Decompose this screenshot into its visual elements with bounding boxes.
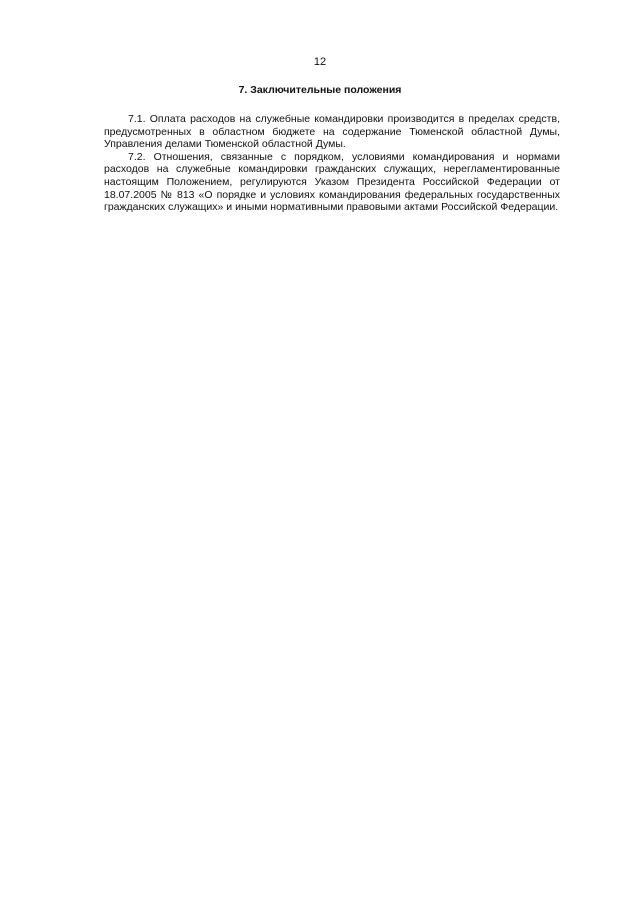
section-title: 7. Заключительные положения <box>238 84 402 96</box>
page-number: 12 <box>313 56 327 68</box>
paragraph-7-1: 7.1. Оплата расходов на служебные командировки производится в пределах средств, предусмотренных в областном бюджете на содержание Тюменской областной Думы, Управления делами Тюменской областной Думы. <box>104 113 560 151</box>
paragraph-7-2: 7.2. Отношения, связанные с порядком, условиями командирования и нормами расходов на служебные командировки гражданских служащих, нерегламентированные настоящим Положением, регулируются Указом Президента Российской Федерации от 18.07.2005 № 813 «О порядке и условиях командирования федеральных государственных гражданских служащих» и иными нормативными правовыми актами Российской Федерации. <box>104 150 560 214</box>
section-body <box>104 113 560 214</box>
